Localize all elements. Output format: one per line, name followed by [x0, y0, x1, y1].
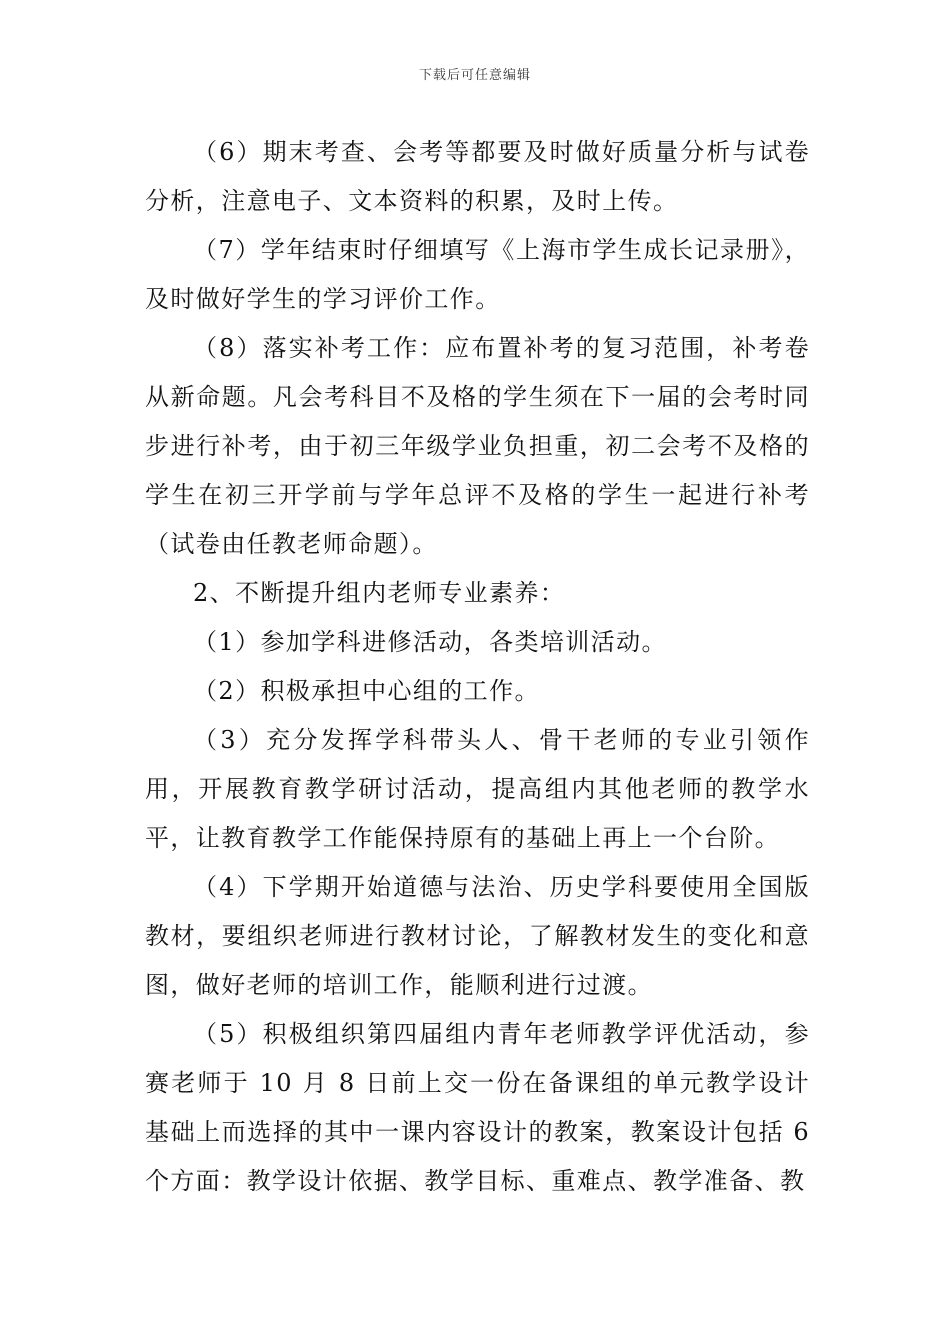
- section-heading-2-teacher-development: 2、不断提升组内老师专业素养：: [193, 579, 566, 607]
- paragraph-item-4-new-textbook: （4）下学期开始道德与法治、历史学科要使用全国版教材，要组织老师进行教材讨论，了解教材发生的变化和意图，做好老师的培训工作，能顺利进行过渡。: [145, 873, 810, 999]
- paragraph-item-1-training: （1）参加学科进修活动，各类培训活动。: [193, 628, 667, 656]
- paragraph-item-5-teaching-contest: （5）积极组织第四届组内青年老师教学评优活动，参赛老师于 10 月 8 日前上交一份在备课组的单元教学设计基础上而选择的其中一课内容设计的教案，教案设计包括 6 个方面：教学设计依据、教学目标、重难点、教学准备、教: [145, 1020, 810, 1195]
- paragraph-item-8-makeup-exam: （8）落实补考工作：应布置补考的复习范围，补考卷从新命题。凡会考科目不及格的学生须在下一届的会考时同步进行补考，由于初三年级学业负担重，初二会考不及格的学生在初三开学前与学年总评不及格的学生一起进行补考（试卷由任教老师命题）。: [145, 334, 810, 558]
- paragraph-item-6-quality-analysis: （6）期末考查、会考等都要及时做好质量分析与试卷分析，注意电子、文本资料的积累，及时上传。: [145, 138, 810, 215]
- document-body: [145, 128, 810, 1206]
- page-header-note: 下载后可任意编辑: [418, 68, 531, 83]
- paragraph-item-7-growth-record: （7）学年结束时仔细填写《上海市学生成长记录册》，及时做好学生的学习评价工作。: [145, 236, 810, 313]
- paragraph-item-2-center-group: （2）积极承担中心组的工作。: [193, 677, 540, 705]
- paragraph-item-3-leadership: （3）充分发挥学科带头人、骨干老师的专业引领作用，开展教育教学研讨活动，提高组内其他老师的教学水平，让教育教学工作能保持原有的基础上再上一个台阶。: [145, 726, 810, 852]
